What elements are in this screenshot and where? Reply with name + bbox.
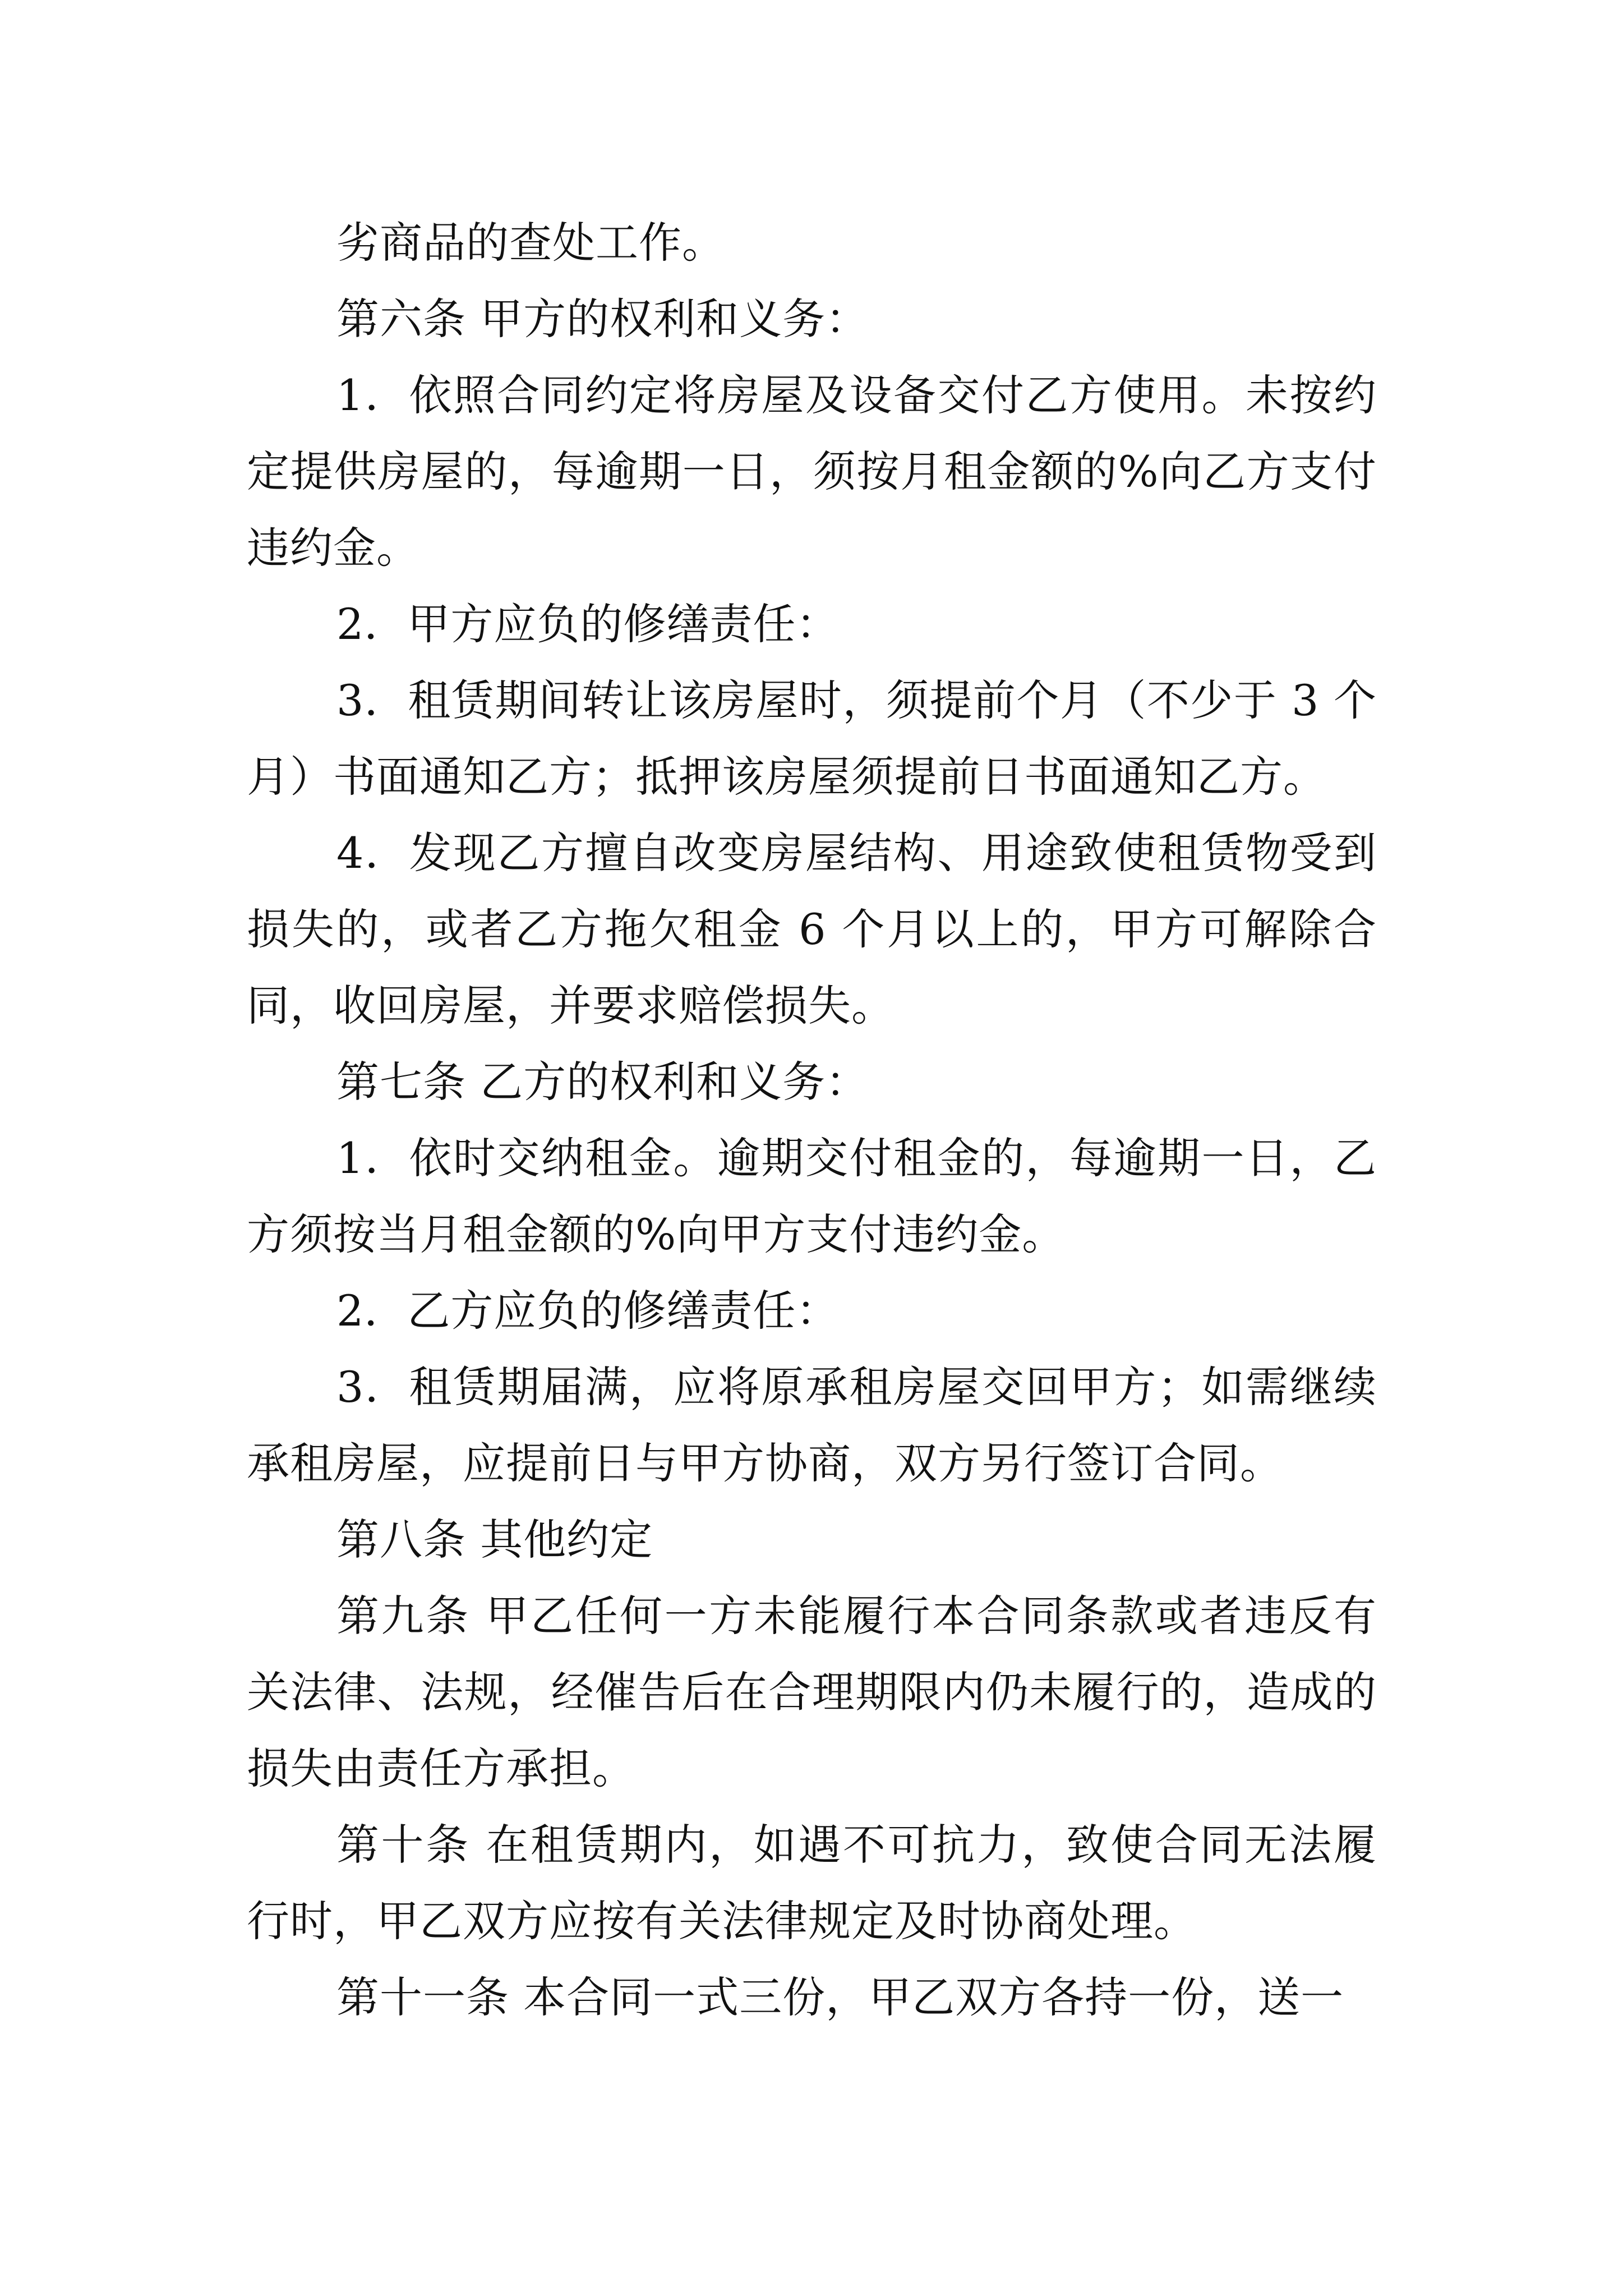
article-11: 第十一条 本合同一式三份，甲乙双方各持一份，送一 [336, 1972, 1344, 2022]
article-6-heading: 第六条 甲方的权利和义务： [336, 294, 869, 344]
article-7-clause-2: 2．乙方应负的修缮责任： [336, 1286, 840, 1336]
document-body [247, 205, 1377, 2036]
article-9: 第九条 甲乙任何一方未能履行本合同条款或者违反有关法律、法规，经催告后在合理期限内仍未履行的，造成的损失由责任方承担。 [247, 1591, 1377, 1793]
article-7-clause-3: 3．租赁期届满，应将原承租房屋交回甲方；如需继续承租房屋，应提前日与甲方协商，双方另行签订合同。 [247, 1362, 1377, 1488]
article-8: 第八条 其他约定 [336, 1515, 653, 1565]
article-6-clause-4: 4．发现乙方擅自改变房屋结构、用途致使租赁物受到损失的，或者乙方拖欠租金 6 个月以上的，甲方可解除合同，收回房屋，并要求赔偿损失。 [247, 828, 1377, 1030]
article-6-clause-3: 3．租赁期间转让该房屋时，须提前个月（不少于 3 个月）书面通知乙方；抵押该房屋须提前日书面通知乙方。 [247, 675, 1377, 802]
paragraph-continuation: 劣商品的查处工作。 [336, 218, 725, 268]
article-6-clause-2: 2．甲方应负的修缮责任： [336, 599, 840, 649]
article-7-heading: 第七条 乙方的权利和义务： [336, 1057, 869, 1107]
article-7-clause-1: 1．依时交纳租金。逾期交付租金的，每逾期一日，乙方须按当月租金额的%向甲方支付违约金。 [247, 1133, 1377, 1259]
article-6-clause-1: 1．依照合同约定将房屋及设备交付乙方使用。未按约定提供房屋的，每逾期一日，须按月租金额的%向乙方支付违约金。 [247, 370, 1377, 573]
article-10: 第十条 在租赁期内，如遇不可抗力，致使合同无法履行时，甲乙双方应按有关法律规定及时协商处理。 [247, 1820, 1377, 1946]
